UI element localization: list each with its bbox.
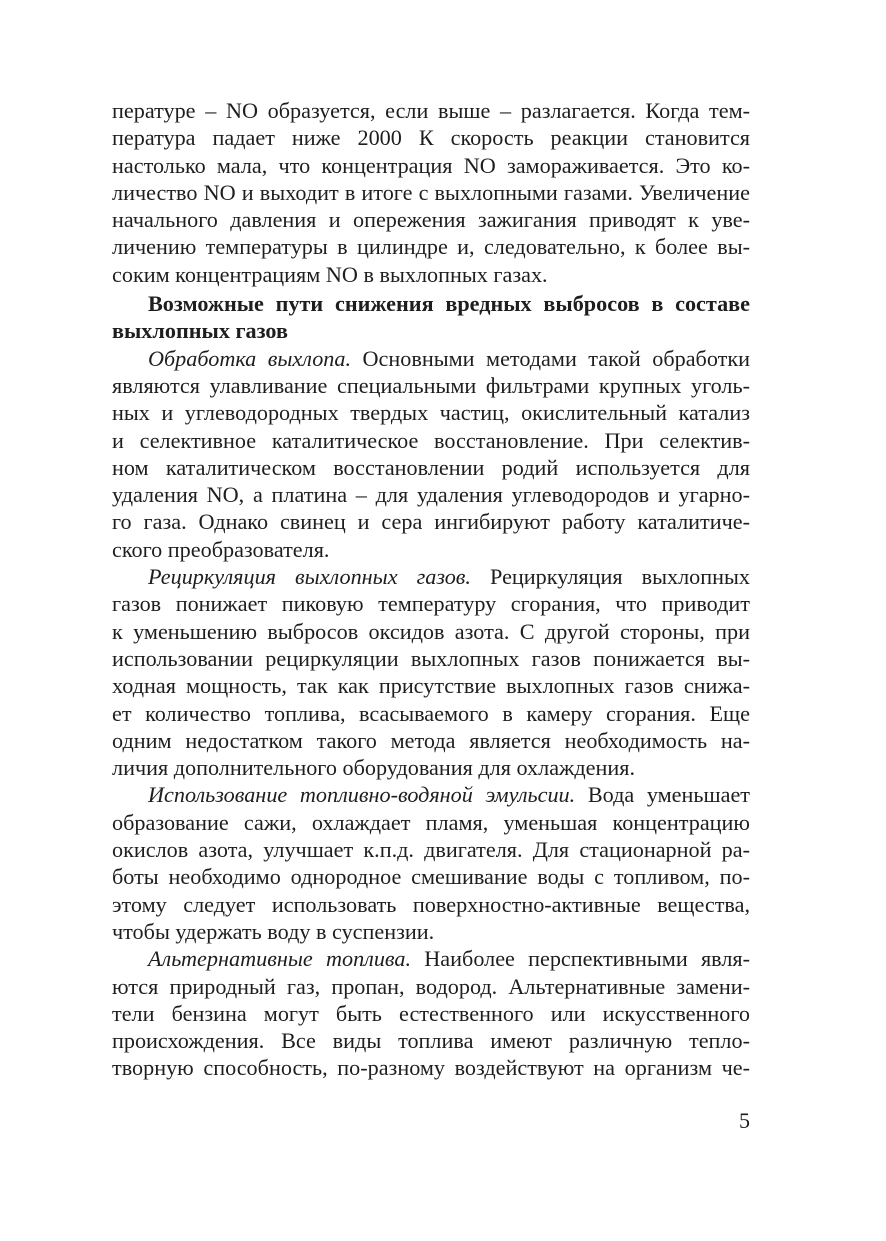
text-line: пературе – NO образуется, если выше – разлагается. Когда тем-: [112, 98, 750, 123]
section-heading: [112, 290, 750, 345]
text-line: окислов азота, улучшает к.п.д. двигателя. Для стационарной ра-: [112, 837, 750, 863]
text-line: удаления NO, а платина – для удаления углеводородов и угарно-: [112, 482, 750, 508]
text-line: личия дополнительного оборудования для охлаждения.: [112, 755, 636, 781]
text-line: чтобы удержать воду в суспензии.: [112, 918, 435, 944]
text-line: личество NO и выходит в итоге с выхлопными газами. Увеличение: [112, 179, 750, 205]
text-line: настолько мала, что концентрация NO замораживается. Это ко-: [112, 152, 750, 178]
paragraph-emulsion: [112, 781, 750, 945]
paragraph-first-line: [112, 345, 750, 372]
paragraph-first-line: [112, 563, 750, 590]
text-line: ных и углеводородных твердых частиц, окислительный катализ: [112, 400, 750, 426]
text-line: тели бензина могут быть естественного или искусственного: [112, 1000, 750, 1026]
text-line: творную способность, по-разному воздействуют на организм че-: [112, 1055, 750, 1081]
continuation-paragraph: [112, 97, 750, 288]
paragraph-first-line: [112, 945, 750, 972]
paragraph-first-line-text: Вода уменьшает: [575, 782, 750, 808]
paragraph-first-line: [112, 781, 750, 808]
text-line: боты необходимо однородное смешивание воды с топливом, по-: [112, 864, 750, 890]
text-line: ет количество топлива, всасываемого в камеру сгорания. Еще: [112, 700, 750, 726]
text-line: соким концентрациям NO в выхлопных газах.: [112, 261, 548, 287]
text-line: пература падает ниже 2000 К скорость реакции становится: [112, 125, 750, 151]
page-number: 5: [739, 1108, 750, 1133]
text-line: го газа. Однако свинец и сера ингибируют работу каталитиче-: [112, 509, 750, 535]
text-line: личению температуры в цилиндре и, следовательно, к более вы-: [112, 234, 750, 260]
text-line: использовании рециркуляции выхлопных газов понижается вы-: [112, 645, 750, 671]
text-line: газов понижает пиковую температуру сгорания, что приводит: [112, 591, 750, 617]
text-line: ном каталитическом восстановлении родий используется для: [112, 454, 750, 480]
paragraph-first-line-text: Основными методами такой обработки: [351, 345, 750, 371]
text-line: к уменьшению выбросов оксидов азота. С другой стороны, при: [112, 618, 750, 644]
paragraph-alternative-fuels: [112, 945, 750, 1081]
paragraph-title: Рециркуляция выхлопных газов.: [148, 564, 471, 590]
text-line: являются улавливание специальными фильтрами крупных уголь-: [112, 372, 750, 398]
text-line: начального давления и опережения зажигания приводят к уве-: [112, 207, 750, 233]
text-line: происхождения. Все виды топлива имеют различную тепло-: [112, 1028, 750, 1054]
paragraph-first-line-text: Рециркуляция выхлопных: [470, 564, 750, 590]
text-line: ходная мощность, так как присутствие выхлопных газов снижа-: [112, 673, 750, 699]
text-line: этому следует использовать поверхностно-активные вещества,: [112, 891, 750, 917]
text-line: ского преобразователя.: [112, 536, 330, 562]
page-body: [112, 97, 750, 1082]
paragraph-recirculation: [112, 563, 750, 781]
heading-line: выхлопных газов: [112, 318, 288, 344]
text-line: образование сажи, охлаждает пламя, уменьшая концентрацию: [112, 809, 750, 835]
paragraph-title: Альтернативные топлива.: [148, 946, 412, 972]
heading-line: Возможные пути снижения вредных выбросов в составе: [148, 291, 750, 317]
text-line: одним недостатком такого метода является необходимость на-: [112, 727, 750, 753]
paragraph-exhaust-treatment: [112, 345, 750, 563]
text-line: ются природный газ, пропан, водород. Альтернативные замени-: [112, 973, 750, 999]
paragraph-title: Обработка выхлопа.: [148, 345, 352, 371]
paragraph-title: Использование топливно-водяной эмульсии.: [148, 782, 576, 808]
text-line: и селективное каталитическое восстановление. При селектив-: [112, 427, 750, 453]
paragraph-first-line-text: Наиболее перспективными явля-: [411, 946, 751, 972]
